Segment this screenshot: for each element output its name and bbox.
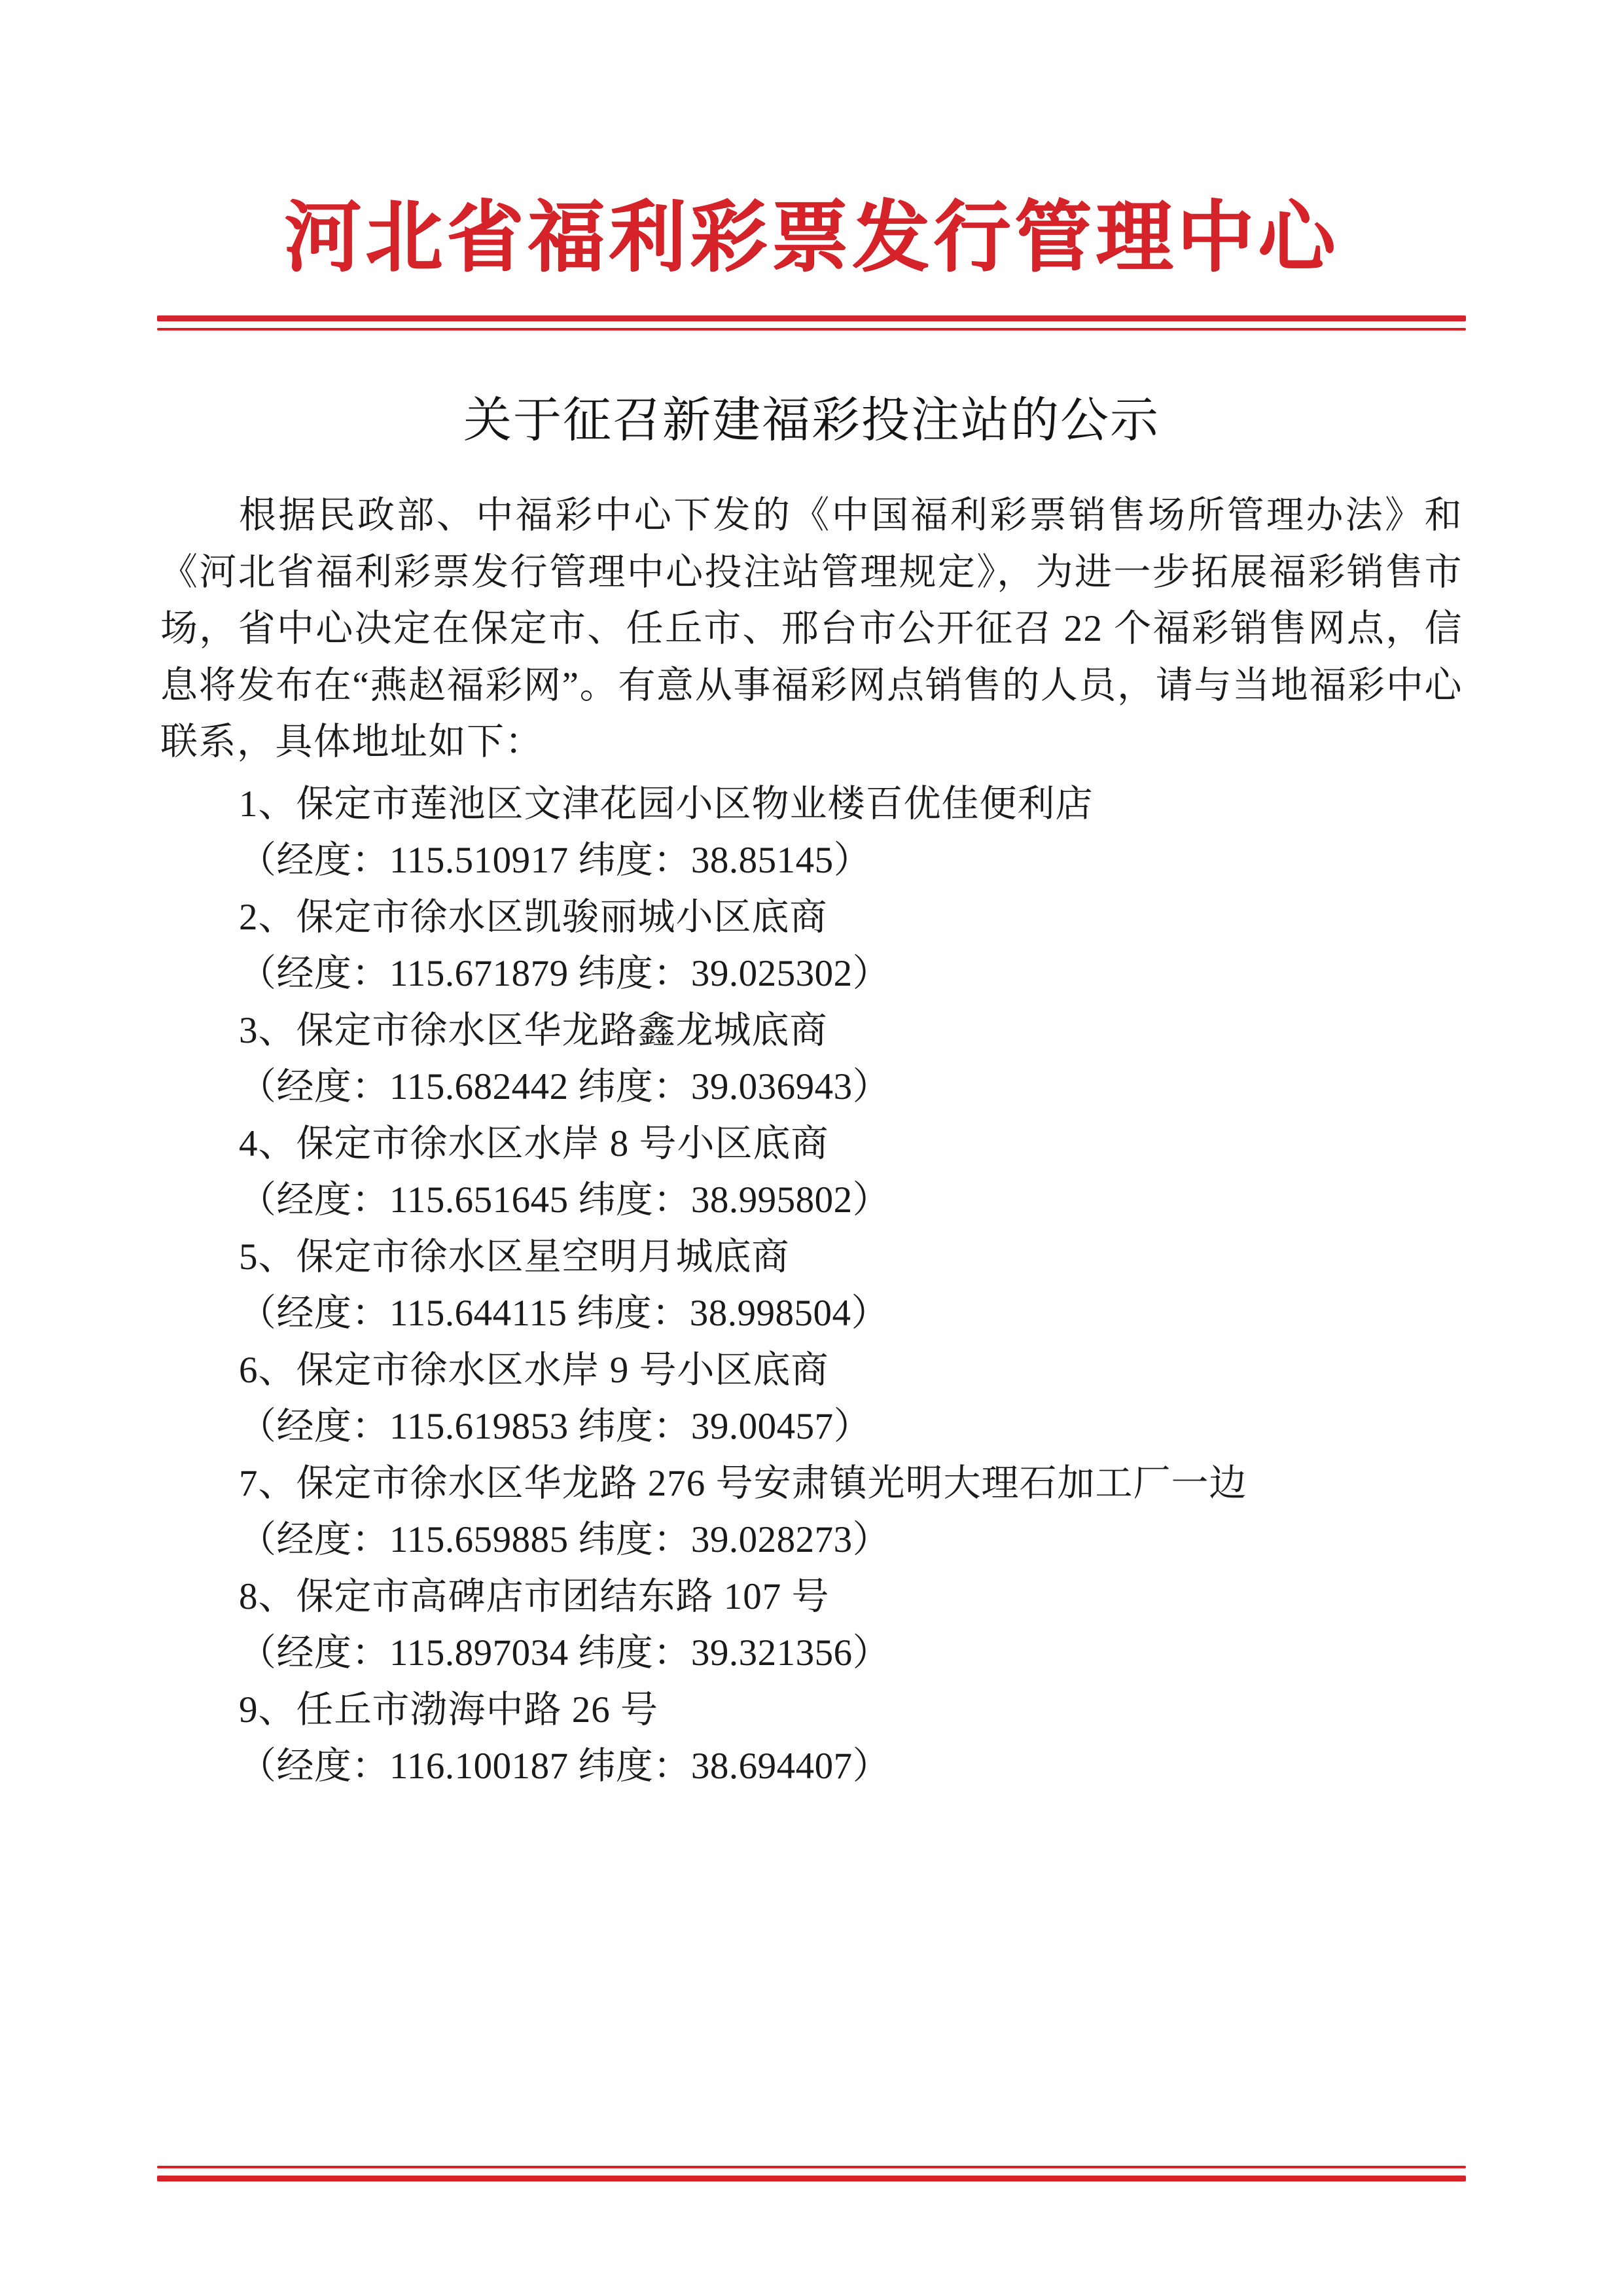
divider-thick-line	[157, 315, 1466, 321]
site-coordinates: （经度：115.510917 纬度：38.85145）	[239, 839, 872, 881]
site-coordinates: （经度：115.619853 纬度：39.00457）	[239, 1405, 872, 1447]
list-item	[160, 1569, 1463, 1681]
footer-thick-line	[157, 2176, 1466, 2181]
list-item	[160, 1456, 1463, 1568]
site-coordinates: （经度：115.897034 纬度：39.321356）	[239, 1632, 891, 1674]
masthead-divider	[157, 315, 1466, 331]
body-paragraph: 根据民政部、中福彩中心下发的《中国福利彩票销售场所管理办法》和《河北省福利彩票发行管理中心投注站管理规定》，为进一步拓展福彩销售市场，省中心决定在保定市、任丘市、邢台市公开征召 22 个福彩销售网点，信息将发布在“燕赵福彩网”。有意从事福彩网点销售的人员，请与当地福彩中心联系，具体地址如下：	[160, 494, 1463, 763]
site-address: 9、任丘市渤海中路 26 号	[239, 1689, 658, 1731]
site-address: 4、保定市徐水区水岸 8 号小区底商	[239, 1123, 829, 1165]
list-item	[160, 1682, 1463, 1794]
list-item	[160, 1003, 1463, 1115]
site-coordinates: （经度：115.644115 纬度：38.998504）	[239, 1292, 889, 1334]
site-address: 5、保定市徐水区星空明月城底商	[239, 1236, 790, 1278]
masthead	[0, 0, 1623, 331]
list-item	[160, 776, 1463, 888]
page-title: 关于征召新建福彩投注站的公示	[463, 391, 1160, 448]
document-body	[160, 331, 1463, 1794]
site-coordinates: （经度：116.100187 纬度：38.694407）	[239, 1745, 891, 1787]
site-address: 6、保定市徐水区水岸 9 号小区底商	[239, 1350, 829, 1391]
footer-thin-line	[157, 2166, 1466, 2168]
site-coordinates: （经度：115.682442 纬度：39.036943）	[239, 1066, 891, 1107]
site-address: 7、保定市徐水区华龙路 276 号安肃镇光明大理石加工厂一边	[239, 1463, 1247, 1505]
list-item	[160, 1342, 1463, 1454]
site-address: 3、保定市徐水区华龙路鑫龙城底商	[239, 1010, 828, 1052]
list-item	[160, 1116, 1463, 1228]
site-address: 8、保定市高碑店市团结东路 107 号	[239, 1576, 830, 1618]
footer-divider	[157, 2166, 1466, 2181]
site-list	[160, 776, 1463, 1794]
site-address: 1、保定市莲池区文津花园小区物业楼百优佳便利店	[239, 783, 1094, 825]
site-coordinates: （经度：115.659885 纬度：39.028273）	[239, 1518, 891, 1560]
organization-title: 河北省福利彩票发行管理中心	[283, 191, 1339, 282]
site-coordinates: （经度：115.651645 纬度：38.995802）	[239, 1179, 891, 1221]
site-address: 2、保定市徐水区凯骏丽城小区底商	[239, 897, 828, 939]
site-coordinates: （经度：115.671879 纬度：39.025302）	[239, 952, 891, 994]
list-item	[160, 1229, 1463, 1341]
list-item	[160, 889, 1463, 1001]
